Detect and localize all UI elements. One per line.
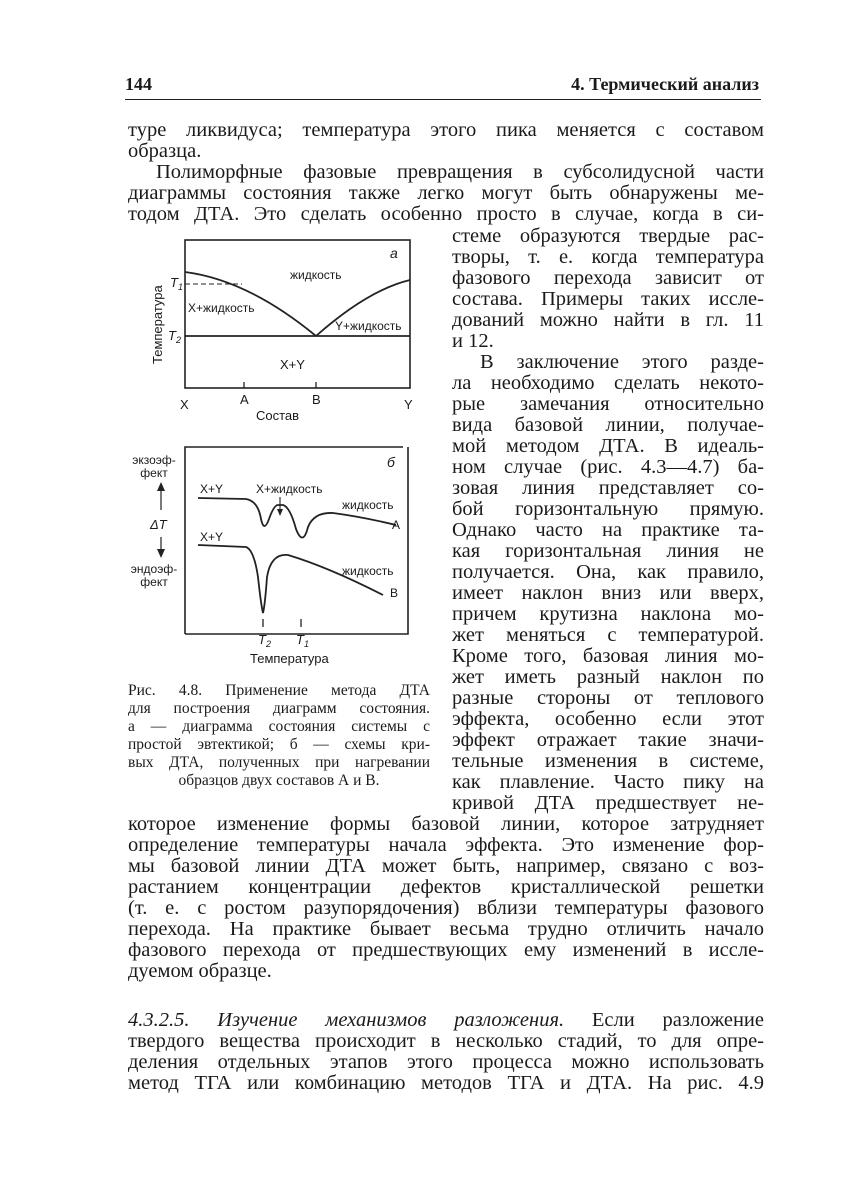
text-line: мой методом ДТА. В идеаль- <box>452 435 764 457</box>
text-line: эффекта, особенно если этот <box>452 708 764 730</box>
x-tick-b: B <box>312 392 321 407</box>
text-line: кая горизонтальная линия не <box>452 540 764 562</box>
text-line: Кроме того, базовая линия мо- <box>452 645 764 667</box>
text-line: стеме образуются твердые рас- <box>452 225 764 247</box>
text-line: метод ТГА или комбинацию методов ТГА и ДТА. На рис. 4.9 <box>128 1072 764 1094</box>
t1-label: $T_1$ <box>170 275 183 292</box>
text-line: диаграммы состояния также легко могут быть обнаружены ме- <box>128 182 764 204</box>
text-line: Полиморфные фазовые превращения в субсолидусной части <box>156 161 764 183</box>
text-line: творы, т. е. когда температура <box>452 246 764 268</box>
curve-b-label-liquid: жидкость <box>342 564 394 578</box>
x-tick-y: Y <box>404 397 413 412</box>
dta-curve-b <box>198 545 383 613</box>
region-xy-label: X+Y <box>280 357 305 372</box>
exo-arrow-head <box>157 482 165 491</box>
text-line: ла необходимо сделать некото- <box>452 372 764 394</box>
tick-t2: $T_2$ <box>258 632 271 649</box>
curve-a-label-x-liquid: X+жидкость <box>256 482 323 496</box>
text-line: мы базовой линии ДТА может быть, например, связано с воз- <box>128 855 764 877</box>
x-tick-x: X <box>180 397 189 412</box>
text-line: которое изменение формы базовой линии, которое затрудняет <box>128 813 764 835</box>
text-line: причем крутизна наклона мо- <box>452 603 764 625</box>
curve-b-name: B <box>390 586 399 600</box>
text-line: как плавление. Часто пику на <box>452 771 764 793</box>
section-text: Если разложение <box>591 1009 764 1031</box>
region-liquid-label: жидкость <box>290 268 342 282</box>
curve-a-label-liquid: жидкость <box>342 498 394 512</box>
text-line: зовая линия представляет со- <box>452 477 764 499</box>
region-x-liquid-label: X+жидкость <box>188 301 255 315</box>
text-line: растанием концентрации дефектов кристаллической решетки <box>128 876 764 898</box>
text-line: получается. Она, как правило, <box>452 561 764 583</box>
region-y-liquid-label: Y+жидкость <box>335 319 402 333</box>
caption-line: Рис. 4.8. Применение метода ДТА <box>128 682 430 699</box>
caption-line: а — диаграмма состояния системы с <box>128 718 430 735</box>
caption-line: для построения диаграмм состояния. <box>128 700 430 717</box>
body-bottom <box>128 814 764 982</box>
exo-label-line2: фект <box>140 466 168 480</box>
chapter-title: 4. Термический анализ <box>571 74 759 94</box>
caption-line: вых ДТА, полученных при нагревании <box>128 754 430 771</box>
curve-a-label-xy: X+Y <box>200 482 224 496</box>
text-line: твердого вещества происходит в несколько стадий, то для опре- <box>128 1030 764 1052</box>
page-number: 144 <box>125 74 152 94</box>
text-line: состава. Примеры таких иссле- <box>452 288 764 310</box>
text-line: бой горизонтальную прямую. <box>452 498 764 520</box>
text-line: разные стороны от теплового <box>452 687 764 709</box>
text-line: фазового перехода от предшествующих ему изменений в иссле- <box>128 939 764 961</box>
text-line <box>128 1010 764 1031</box>
text-line: определение температуры начала эффекта. Это изменение фор- <box>128 834 764 856</box>
text-line: рые замечания относительно <box>452 393 764 415</box>
caption-line: образцов двух составов А и В. <box>178 772 380 789</box>
section-heading: 4.3.2.5. Изучение механизмов разложения. <box>128 1009 565 1031</box>
panel-label-b: б <box>387 454 395 470</box>
text-line: жет иметь разный наклон по <box>452 666 764 688</box>
text-line: (т. е. с ростом разупорядочения) вблизи температуры фазового <box>128 897 764 919</box>
text-line: эффект отражает такие значи- <box>452 729 764 751</box>
text-line: деления отдельных этапов этого процесса можно использовать <box>128 1051 764 1073</box>
figure-caption <box>128 682 430 790</box>
x-tick-a: A <box>240 392 249 407</box>
header-rule <box>125 99 761 100</box>
body-top <box>128 120 764 225</box>
curve-a-name: A <box>392 518 401 532</box>
text-line: и 12. <box>452 330 494 352</box>
text-line: дований можно найти в гл. 11 <box>452 309 764 331</box>
text-line: имеет наклон вниз или вверх, <box>452 582 764 604</box>
text-line: жет меняться с температурой. <box>452 624 764 646</box>
text-line: кривой ДТА предшествует не- <box>452 792 764 814</box>
exo-label-line1: экзоэф- <box>132 453 176 467</box>
x-axis-label: Состав <box>256 408 300 423</box>
t2-label: $T_2$ <box>168 328 181 345</box>
text-line: дуемом образце. <box>128 960 272 982</box>
endo-arrow-head <box>157 549 165 558</box>
text-line: перехода. На практике бывает весьма трудно отличить начало <box>128 918 764 940</box>
text-line: Однако часто на практике та- <box>452 519 764 541</box>
text-line: ном случае (рис. 4.3—4.7) ба- <box>452 456 764 478</box>
curve-a-pointer-head <box>277 509 283 516</box>
text-line: туре ликвидуса; температура этого пика меняется с составом <box>128 119 764 141</box>
text-line: фазового перехода зависит от <box>452 267 764 289</box>
text-line: тельные изменения в системе, <box>452 750 764 772</box>
caption-line: простой эвтектикой; б — схемы кри- <box>128 736 430 753</box>
text-line: образца. <box>128 140 202 162</box>
text-line: вида базовой линии, получае- <box>452 414 764 436</box>
tick-t1: $T_1$ <box>296 632 309 649</box>
dta-curves-figure <box>128 437 428 673</box>
section-4-3-2-5 <box>128 1010 764 1094</box>
endo-label-line2: фект <box>140 575 168 589</box>
curve-b-label-xy: X+Y <box>200 530 224 544</box>
y-axis-label: Температура <box>150 285 165 364</box>
dta-x-axis-label: Температура <box>250 651 329 666</box>
phase-diagram-figure <box>128 232 428 428</box>
panel-label-a: а <box>390 245 398 261</box>
body-side-column <box>452 226 764 814</box>
text-line: В заключение этого разде- <box>480 351 764 373</box>
delta-t-label: ΔT <box>150 517 167 532</box>
text-line: тодом ДТА. Это сделать особенно просто в случае, когда в си- <box>128 203 764 225</box>
endo-label-line1: эндоэф- <box>130 562 178 576</box>
